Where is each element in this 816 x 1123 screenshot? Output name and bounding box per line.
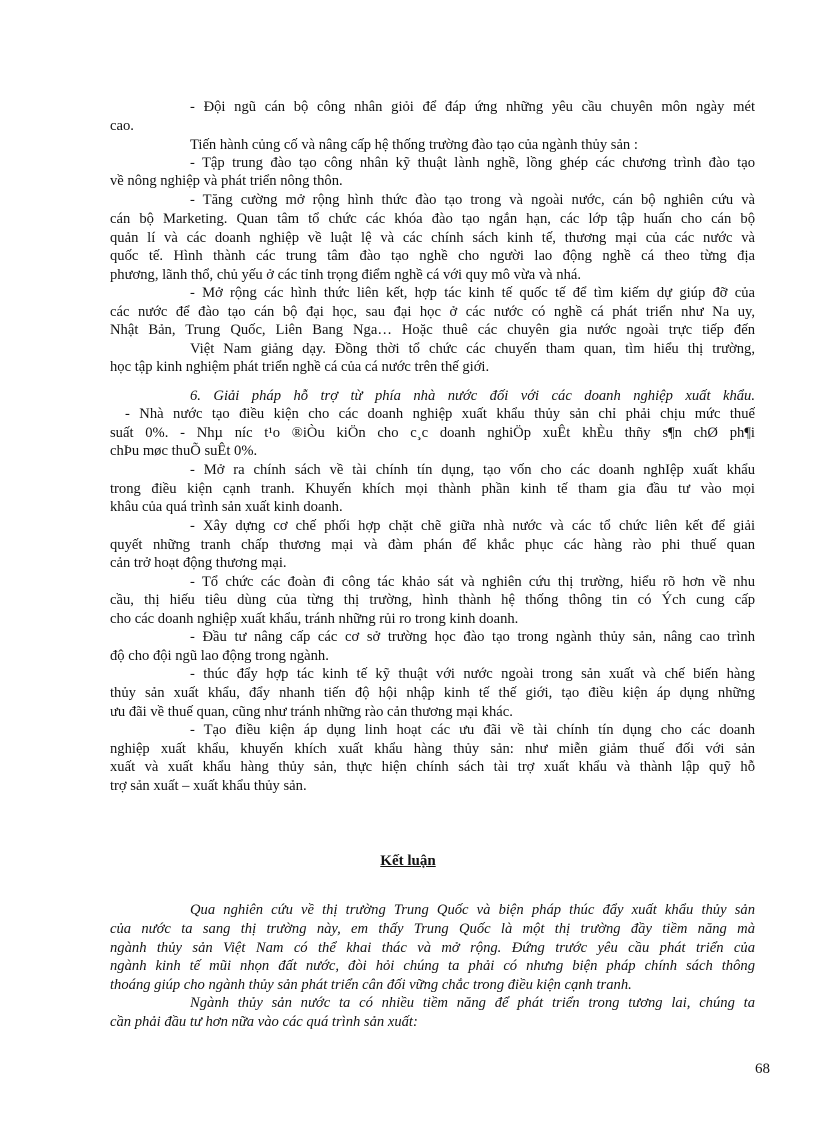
body-text-line: Nhật Bản, Trung Quốc, Liên Bang Nga… Hoặc thuê các chuyên gia nước ngoài trực tiếp đến [110, 322, 755, 338]
body-text-line: - thúc đẩy hợp tác kinh tế kỹ thuật với nước ngoài trong sản xuất và chế biến hàng [190, 666, 755, 682]
body-text-line: - Đội ngũ cán bộ công nhân giỏi để đáp ứng những yêu cầu chuyên môn ngày mét [190, 99, 755, 115]
body-text-line: quyết những tranh chấp thương mại và đàm phán để khắc phục các hàng rào phi thuế quan [110, 537, 755, 553]
conclusion-text-line: ngành kinh tế mũi nhọn đất nước, đòi hỏi chúng ta phải có nhưng biện pháp chính sách thông [110, 958, 755, 974]
body-text-line: - Tăng cường mở rộng hình thức đào tạo trong và ngoài nước, cán bộ nghiên cứu và [190, 192, 755, 208]
body-text-line: quốc tế. Hình thành các trung tâm đào tạo nghề cho người lao động nghề cá theo từng địa [110, 248, 755, 264]
body-text-line: học tập kinh nghiệm phát triển nghề cá của cá nước trên thế giới. [110, 359, 490, 375]
conclusion-heading: Kết luận [380, 853, 436, 869]
page-number: 68 [755, 1061, 770, 1077]
body-text-line: trợ sản xuất – xuất khẩu thủy sản. [110, 778, 307, 794]
body-text-line: quản lí và các doanh nghiệp về luật lệ và các chính sách kinh tế, thương mại của các nước và [110, 230, 755, 246]
body-text-line: thủy sản xuất khẩu, đẩy nhanh tiến độ hội nhập kinh tế thế giới, tạo điều kiện áp dụng những [110, 685, 755, 701]
body-text-line: 6. Giải pháp hỗ trợ từ phía nhà nước đối với các doanh nghiệp xuất khẩu. [190, 388, 755, 404]
body-text-line: phương, lãnh thổ, chủ yếu ở các tỉnh trọng điểm nghề cá với quy mô vừa và nhá. [110, 267, 581, 283]
conclusion-text-line: Ngành thủy sản nước ta có nhiều tiềm năng để phát triển trong tương lai, chúng ta [190, 995, 755, 1011]
body-text-line: trong điều kiện cạnh tranh. Khuyến khích mọi thành phần kinh tế tham gia đầu tư vào mọi [110, 481, 755, 497]
body-text-line: Tiến hành củng cố và nâng cấp hệ thống trường đào tạo của ngành thủy sản : [190, 137, 638, 153]
body-text-line: về nông nghiệp và phát triển nông thôn. [110, 173, 343, 189]
body-text-line: - Mở ra chính sách về tài chính tín dụng, tạo vốn cho các doanh nghIệp xuất khẩu [190, 462, 755, 478]
body-text-line: - Tạo điều kiện áp dụng linh hoạt các ưu đãi về tài chính tín dụng cho các doanh [190, 722, 755, 738]
body-text-line: cầu, thị hiếu tiêu dùng của từng thị trường, hình thành hệ thống thông tin có Ých cung cấp [110, 592, 755, 608]
body-text-line: khâu của quá trình sản xuất kinh doanh. [110, 499, 343, 515]
conclusion-text-line: của nước ta sang thị trường này, em thấy Trung Quốc là một thị trường đầy tiềm năng mà [110, 921, 755, 937]
body-text-line: độ cho đội ngũ lao động trong ngành. [110, 648, 329, 664]
body-text-line: xuất và xuất khẩu hàng thủy sản, thực hiện chính sách tài trợ xuất khẩu và thành lập quỹ hỗ [110, 759, 755, 775]
body-text-line: - Xây dựng cơ chế phối hợp chặt chẽ giữa nhà nước và các tổ chức liên kết để giải [190, 518, 755, 534]
body-text-line: cao. [110, 118, 134, 134]
body-text-line: cán bộ Marketing. Quan tâm tổ chức các khóa đào tạo ngắn hạn, các lớp tập huấn cho cán bộ [110, 211, 755, 227]
body-text-line: - Tập trung đào tạo công nhân kỹ thuật lành nghề, lồng ghép các chương trình đào tạo [190, 155, 755, 171]
conclusion-text-line: ngành thủy sản Việt Nam có thể khai thác và mở rộng. Đứng trước yêu cầu phát triển của [110, 940, 755, 956]
body-text-line: suất 0%. - Nhµ níc t¹o ®iÒu kiÖn cho c¸c doanh nghiÖp xuÊt khÈu thñy s¶n chØ ph¶i [110, 425, 755, 441]
body-text-line: nghiệp xuất khẩu, khuyến khích xuất khẩu hàng thủy sản: như miễn giảm thuế đối với sản [110, 741, 755, 757]
body-text-line: - Đầu tư nâng cấp các cơ sở trường học đào tạo trong ngành thủy sản, nâng cao trình [190, 629, 755, 645]
conclusion-text-line: cần phải đầu tư hơn nữa vào các quá trình sản xuất: [110, 1014, 418, 1030]
body-text-line: - Mở rộng các hình thức liên kết, hợp tác kinh tế quốc tế để tìm kiếm dự giúp đỡ của [190, 285, 755, 301]
body-text-line: - Tổ chức các đoàn đi công tác khảo sát và nghiên cứu thị trường, hiểu rõ hơn về nhu [190, 574, 755, 590]
body-text-line: cản trở hoạt động thương mại. [110, 555, 287, 571]
conclusion-text-line: thoáng giúp cho ngành thủy sản phát triển cân đối vững chắc trong điều kiện cạnh tranh. [110, 977, 632, 993]
body-text-line: các nước để đào tạo cán bộ đại học, sau đại học ở các nước có nghề cá phát triển như Na uy, [110, 304, 755, 320]
body-text-line: cho các doanh nghiệp xuất khẩu, tránh những rủi ro trong kinh doanh. [110, 611, 519, 627]
body-text-line: Việt Nam giảng dạy. Đồng thời tổ chức các chuyến tham quan, tìm hiểu thị trường, [190, 341, 755, 357]
body-text-line: ưu đãi về thuế quan, cũng như tránh những rào cản thương mại khác. [110, 704, 513, 720]
body-text-line: chÞu møc thuÕ suÊt 0%. [110, 443, 258, 459]
conclusion-text-line: Qua nghiên cứu về thị trường Trung Quốc và biện pháp thúc đẩy xuất khẩu thủy sản [190, 902, 755, 918]
body-text-line: - Nhà nước tạo điều kiện cho các doanh nghiệp xuất khẩu thủy sản chỉ phải chịu mức thuế [125, 406, 755, 422]
